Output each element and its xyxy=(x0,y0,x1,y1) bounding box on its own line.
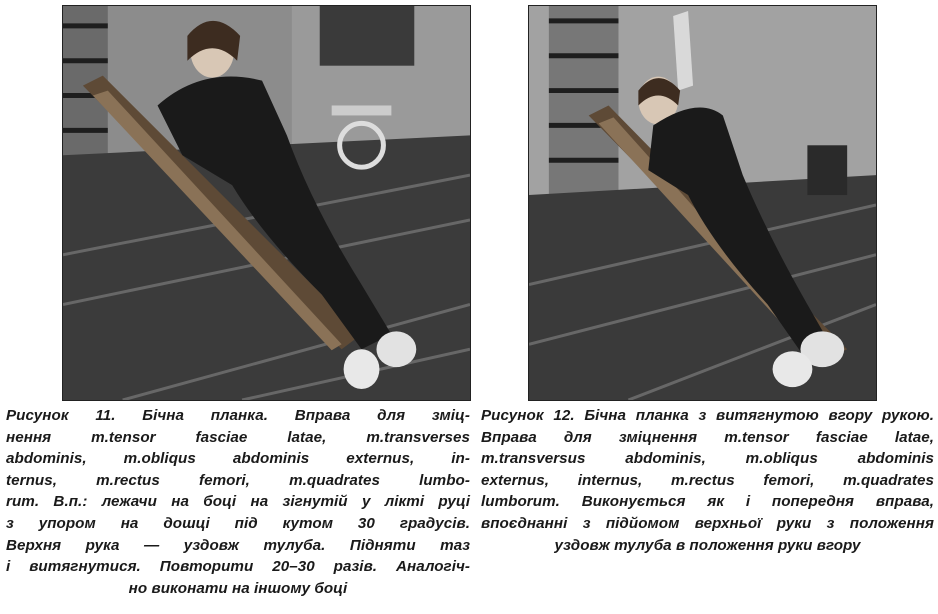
caption-line: і витягнутися. Повторити 20–30 разів. Аналогіч- xyxy=(6,558,470,576)
figure-11-photo xyxy=(62,5,471,401)
figure-12-caption xyxy=(481,405,934,556)
side-plank-arm-up-photo-icon xyxy=(529,6,876,400)
caption-line: lumborum. Виконується як і попередня вправа, xyxy=(481,493,934,511)
caption-line: Верхня рука — уздовж тулуба. Підняти таз xyxy=(6,536,470,554)
caption-line: уздовж тулуба в положення руки вгору xyxy=(554,536,861,554)
caption-line: но виконати на іншому боці xyxy=(128,579,348,597)
caption-line: Рисунок 12. Бічна планка з витягнутою вгору рукою. xyxy=(481,407,934,424)
figure-11-caption xyxy=(6,405,470,599)
caption-line: abdominis, m.obliqus abdominis externus, in- xyxy=(6,450,470,468)
caption-line: впоєднанні з підйомом верхньої руки з положення xyxy=(481,514,934,532)
figure-12-photo xyxy=(528,5,877,401)
caption-line: нення m.tensor fasciae latae, m.transverses xyxy=(6,428,470,446)
caption-line: Рисунок 11. Бічна планка. Вправа для зміц- xyxy=(6,407,470,424)
caption-line: rum. В.п.: лежачи на боці на зігнутій у лікті руці xyxy=(6,493,470,511)
caption-line: ternus, m.rectus femori, m.quadrates lumbo- xyxy=(6,471,470,489)
side-plank-elbow-photo-icon xyxy=(63,6,470,400)
caption-line: Вправа для зміцнення m.tensor fasciae latae, xyxy=(481,428,934,446)
caption-line: externus, internus, m.rectus femori, m.quadrates xyxy=(481,471,934,489)
caption-line: з упором на дошці під кутом 30 градусів. xyxy=(6,514,470,532)
caption-line: m.transversus abdominis, m.obliqus abdominis xyxy=(481,450,934,468)
